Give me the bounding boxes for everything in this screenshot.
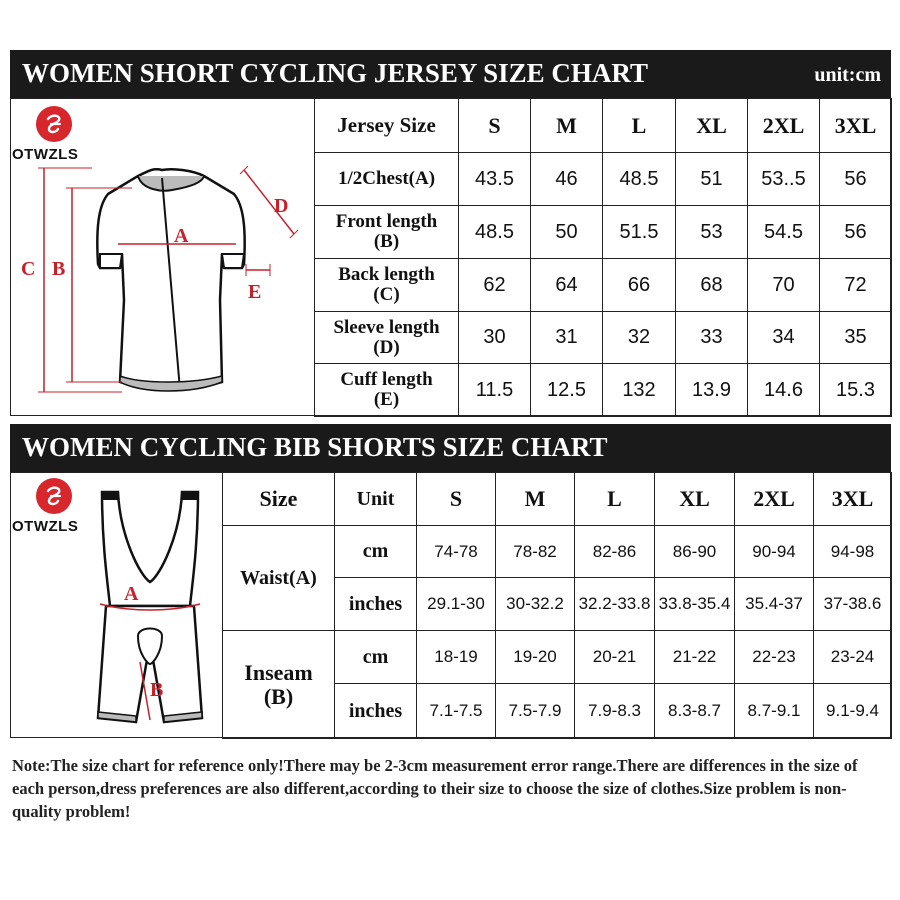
table-cell: 14.6 xyxy=(748,364,820,417)
table-cell: 7.5-7.9 xyxy=(496,684,575,739)
table-cell: 21-22 xyxy=(655,631,735,684)
table-cell: 15.3 xyxy=(820,364,892,417)
row-label xyxy=(315,364,459,417)
table-cell: 35.4-37 xyxy=(735,578,814,631)
row-label xyxy=(223,631,335,739)
table-cell: 62 xyxy=(459,259,531,312)
unit-cell: inches xyxy=(335,578,417,631)
row-label xyxy=(315,206,459,259)
table-row xyxy=(315,259,892,312)
table-cell: 33.8-35.4 xyxy=(655,578,735,631)
column-header: Unit xyxy=(335,473,417,526)
jersey-diagram-icon xyxy=(12,150,312,412)
table-cell: 43.5 xyxy=(459,153,531,206)
unit-cell: inches xyxy=(335,684,417,739)
row-label-main: 1/2Chest(A) xyxy=(337,168,436,189)
otwzls-logo-icon xyxy=(36,478,72,514)
row-label-sub: (E) xyxy=(373,389,400,410)
dim-label-c: C xyxy=(21,258,36,280)
row-label-sub: (B) xyxy=(263,683,294,709)
table-cell: 8.3-8.7 xyxy=(655,684,735,739)
row-label xyxy=(315,259,459,312)
table-cell: 56 xyxy=(820,206,892,259)
column-header: 2XL xyxy=(748,99,820,153)
table-cell: 33 xyxy=(676,312,748,364)
table-header-row xyxy=(315,99,892,153)
table-header-row xyxy=(223,473,892,526)
table-cell: 32.2-33.8 xyxy=(575,578,655,631)
unit-label: unit:cm xyxy=(814,64,881,86)
table-row xyxy=(315,312,892,364)
bib-title-banner xyxy=(10,424,891,472)
table-cell: 46 xyxy=(531,153,603,206)
table-cell: 7.9-8.3 xyxy=(575,684,655,739)
dim-label-d: D xyxy=(274,195,289,217)
row-label xyxy=(223,526,335,631)
dim-label-e: E xyxy=(248,281,262,303)
column-header: 2XL xyxy=(735,473,814,526)
column-header: XL xyxy=(676,99,748,153)
disclaimer-note: Note:The size chart for reference only!There may be 2-3cm measurement error range.There are differences in the size of each person,dress preferences are also different,according to their size to choose the size of clothes.Size problem is non-quality problem! xyxy=(12,756,858,821)
table-cell: 35 xyxy=(820,312,892,364)
table-cell: 13.9 xyxy=(676,364,748,417)
row-label-main: Back length xyxy=(338,264,435,285)
dim-label-b: B xyxy=(150,679,164,701)
bib-chart-title: WOMEN CYCLING BIB SHORTS SIZE CHART xyxy=(22,432,608,462)
table-cell: 53 xyxy=(676,206,748,259)
table-cell: 56 xyxy=(820,153,892,206)
table-cell: 12.5 xyxy=(531,364,603,417)
table-cell: 74-78 xyxy=(417,526,496,578)
row-label-main: Sleeve length xyxy=(333,316,440,338)
table-cell: 82-86 xyxy=(575,526,655,578)
table-cell: 86-90 xyxy=(655,526,735,578)
row-label-main: Cuff length xyxy=(340,369,433,390)
row-label-main: Waist(A) xyxy=(240,567,317,589)
table-cell: 72 xyxy=(820,259,892,312)
table-row xyxy=(223,526,892,578)
table-cell: 78-82 xyxy=(496,526,575,578)
column-header: M xyxy=(531,99,603,153)
table-cell: 19-20 xyxy=(496,631,575,684)
table-cell: 34 xyxy=(748,312,820,364)
column-header: M xyxy=(496,473,575,526)
table-cell: 20-21 xyxy=(575,631,655,684)
column-header: 3XL xyxy=(814,473,892,526)
table-cell: 94-98 xyxy=(814,526,892,578)
table-cell: 22-23 xyxy=(735,631,814,684)
column-header: Jersey Size xyxy=(315,99,459,153)
table-cell: 9.1-9.4 xyxy=(814,684,892,739)
table-row xyxy=(223,631,892,684)
unit-cell: cm xyxy=(335,631,417,684)
table-cell: 48.5 xyxy=(459,206,531,259)
table-cell: 31 xyxy=(531,312,603,364)
column-header: S xyxy=(417,473,496,526)
brand-name: OTWZLS xyxy=(12,518,79,535)
table-cell: 68 xyxy=(676,259,748,312)
table-row xyxy=(315,206,892,259)
table-cell: 18-19 xyxy=(417,631,496,684)
table-cell: 8.7-9.1 xyxy=(735,684,814,739)
table-cell: 66 xyxy=(603,259,676,312)
bib-shorts-diagram-icon xyxy=(80,486,220,730)
column-header: 3XL xyxy=(820,99,892,153)
column-header: S xyxy=(459,99,531,153)
bib-brand-logo xyxy=(12,478,78,535)
row-label-main: Inseam xyxy=(244,659,313,685)
jersey-chart-title: WOMEN SHORT CYCLING JERSEY SIZE CHART xyxy=(22,58,648,88)
column-header: L xyxy=(575,473,655,526)
table-cell: 48.5 xyxy=(603,153,676,206)
table-row xyxy=(315,364,892,417)
column-header: L xyxy=(603,99,676,153)
jersey-title-banner xyxy=(10,50,891,98)
dim-label-a: A xyxy=(124,583,139,605)
table-cell: 30-32.2 xyxy=(496,578,575,631)
table-cell: 11.5 xyxy=(459,364,531,417)
table-row xyxy=(315,153,892,206)
row-label xyxy=(315,312,459,364)
table-cell: 53..5 xyxy=(748,153,820,206)
row-label-main: Front length xyxy=(335,211,438,232)
table-cell: 51.5 xyxy=(603,206,676,259)
dim-label-b: B xyxy=(52,258,66,280)
row-label-sub: (B) xyxy=(373,231,400,252)
table-cell: 70 xyxy=(748,259,820,312)
row-label xyxy=(315,153,459,206)
row-label-sub: (C) xyxy=(373,284,400,305)
table-cell: 32 xyxy=(603,312,676,364)
table-cell: 29.1-30 xyxy=(417,578,496,631)
jersey-size-table xyxy=(314,98,892,417)
table-cell: 7.1-7.5 xyxy=(417,684,496,739)
table-cell: 37-38.6 xyxy=(814,578,892,631)
table-cell: 132 xyxy=(603,364,676,417)
table-cell: 51 xyxy=(676,153,748,206)
column-header: Size xyxy=(223,473,335,526)
column-header: XL xyxy=(655,473,735,526)
table-cell: 90-94 xyxy=(735,526,814,578)
table-cell: 30 xyxy=(459,312,531,364)
table-cell: 54.5 xyxy=(748,206,820,259)
brand-name: OTWZLS xyxy=(12,146,79,163)
table-cell: 23-24 xyxy=(814,631,892,684)
dim-label-a: A xyxy=(174,225,189,247)
row-label-sub: (D) xyxy=(373,336,400,358)
unit-cell: cm xyxy=(335,526,417,578)
table-cell: 50 xyxy=(531,206,603,259)
otwzls-logo-icon xyxy=(36,106,72,142)
bib-size-table xyxy=(222,472,892,739)
table-cell: 64 xyxy=(531,259,603,312)
